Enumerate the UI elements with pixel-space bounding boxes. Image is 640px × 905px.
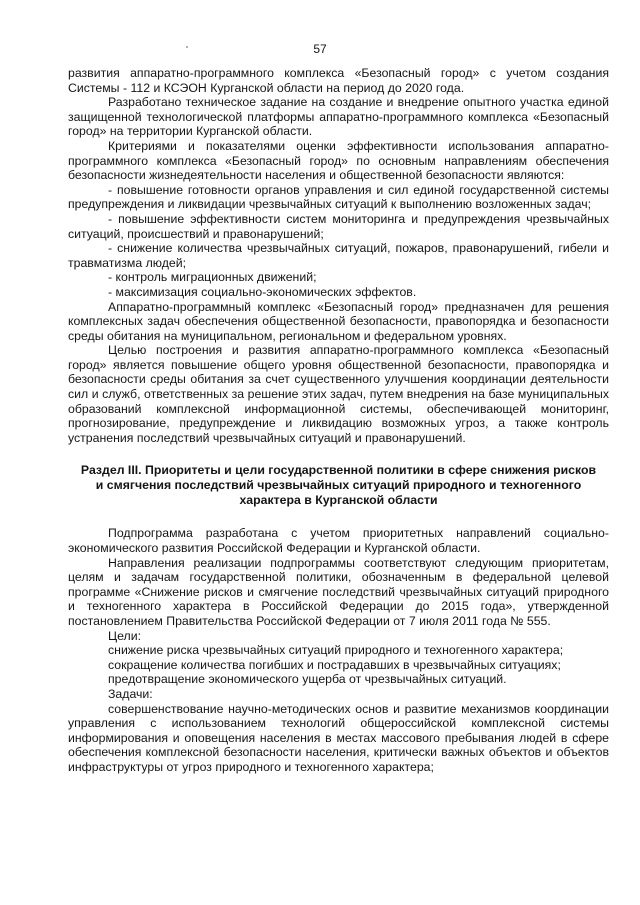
document-body <box>68 66 609 775</box>
page-number: 57 <box>313 42 327 56</box>
list-item: - снижение количества чрезвычайных ситуаций, пожаров, правонарушений, гибели и травматизма людей; <box>68 241 609 270</box>
list-item: - максимизация социально-экономических эффектов. <box>108 284 417 299</box>
list-item: - контроль миграционных движений; <box>108 270 317 285</box>
list-label: Задачи: <box>108 686 153 701</box>
section-heading: Раздел III. Приоритеты и цели государственной политики в сфере снижения рисков и смягчения последствий чрезвычайных ситуаций природного и техногенного характера в Курганской области <box>80 463 597 508</box>
paragraph: Целью построения и развития аппаратно-программного комплекса «Безопасный город» является повышение общего уровня общественной безопасности, правопорядка и безопасности среды обитания за счет существенного улучшения координации деятельности сил и служб, ответственных за решение этих задач, путем внедрения на базе муниципальных образований комплексной информационной системы, обеспечивающей мониторинг, прогнозирование, предупреждение и ликвидацию возможных угроз, а также контроль устранения последствий чрезвычайных ситуаций и правонарушений. <box>68 343 609 445</box>
paragraph: Направления реализации подпрограммы соответствуют следующим приоритетам, целям и задачам государственной политики, обозначенным в федеральной целевой программе «Снижение рисков и смягчение последствий чрезвычайных ситуаций природного и техногенного характера в Российской Федерации до 2015 года», утвержденной постановлением Правительства Российской Федерации от 7 июля 2011 года № 555. <box>68 555 609 628</box>
paragraph: Аппаратно-программный комплекс «Безопасный город» предназначен для решения комплексных задач обеспечения общественной безопасности, правопорядка и безопасности среды обитания на муниципальном, региональном и федеральном уровнях. <box>68 299 609 343</box>
paragraph: Разработано техническое задание на создание и внедрение опытного участка единой защищенной технологической платформы аппаратно-программного комплекса «Безопасный город» на территории Курганской области. <box>68 95 609 139</box>
paragraph: Критериями и показателями оценки эффективности использования аппаратно-программного комплекса «Безопасный город» по основным направлениям обеспечения безопасности жизнедеятельности населения и общественной безопасности являются: <box>68 138 609 183</box>
list-item: сокращение количества погибших и пострадавших в чрезвычайных ситуациях; <box>108 657 561 672</box>
paragraph: совершенствование научно-методических основ и развитие механизмов координации управления с использованием технологий общероссийской комплексной системы информирования и оповещения населения в местах массового пребывания людей в сфере обеспечения комплексной безопасности населения, критически важных объектов и объектов инфраструктуры от угроз природного и техногенного характера; <box>68 701 609 774</box>
paragraph: Подпрограмма разработана с учетом приоритетных направлений социально-экономического развития Российской Федерации и Курганской области. <box>68 526 609 556</box>
list-label: Цели: <box>108 628 141 643</box>
list-item: - повышение готовности органов управления и сил единой государственной системы предупреждения и ликвидации чрезвычайных ситуаций к выполнению возложенных задач; <box>68 182 609 212</box>
list-item: снижение риска чрезвычайных ситуаций природного и техногенного характера; <box>108 643 564 658</box>
list-item: предотвращение экономического ущерба от чрезвычайных ситуаций. <box>108 672 507 687</box>
paragraph: развития аппаратно-программного комплекса «Безопасный город» с учетом создания Системы - 112 и КСЭОН Курганской области на период до 2020 года. <box>68 66 609 95</box>
list-item: - повышение эффективности систем мониторинга и предупреждения чрезвычайных ситуаций, происшествий и правонарушений; <box>68 211 609 241</box>
